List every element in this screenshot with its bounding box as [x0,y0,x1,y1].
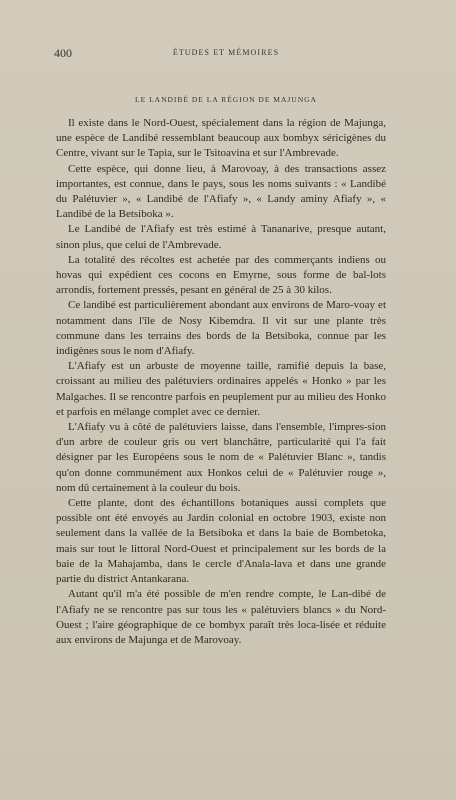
paragraph-6: L'Afiafy est un arbuste de moyenne taille, ramifié depuis la base, croissant au milieu des palétuviers ordinaires appelés « Honko » par les Malgaches. Il se rencontre parfois en peuplement pur au milieu des Honko et parfois en mélange complet avec ce dernier. [56,360,386,418]
page-number: 400 [54,46,72,60]
paragraph-8: Cette plante, dont des échantillons botaniques aussi complets que possible ont été envoyés au Jardin colonial en octobre 1903, existe non seulement dans la vallée de la Betsiboka et dans la baie de Bombetoka, mais sur tout le littoral Nord-Ouest et principalement sur les bords de la baie de la Mahajamba, dans le cercle d'Anala-lava et dans une grande partie du district Antankarana. [56,497,386,586]
paragraph-1: Il existe dans le Nord-Ouest, spécialement dans la région de Majunga, une espèce de Landibé ressemblant beaucoup aux bombyx séricigènes du Centre, vivant sur le Tapia, sur le Tsitoavina et sur l'Ambrevade. [56,117,386,160]
paragraph-5: Ce landibé est particulièrement abondant aux environs de Maro-voay et notamment dans l'île de Nosy Kibemdra. Il vit sur une plante très commune dans les terrains des bords de la Betsiboka, connue par les indigènes sous le nom d'Afiafy. [56,299,386,358]
paragraph-7: L'Afiafy vu à côté de palétuviers laisse, dans l'ensemble, l'impres-sion d'un arbre de couleur gris ou vert blanchâtre, particularité qui l'a fait désigner par les Européens sous le nom de « Palétuvier Blanc », tandis qu'on donne communément aux Honkos celui de « Palétuvier rouge », nom dû certainement à la couleur du bois. [56,421,386,494]
page-header [54,46,398,60]
paragraph-9: Autant qu'il m'a été possible de m'en rendre compte, le Lan-dibé de l'Afiafy ne se rencontre pas sur tous les « palétuviers blancs » du Nord-Ouest ; l'aire géographique de ce bombyx paraît très loca-lisée et réduite aux environs de Majunga et de Marovoay. [56,588,386,646]
paragraph-3: Le Landibé de l'Afiafy est très estimé à Tananarive, presque autant, sinon plus, que celui de l'Ambrevade. [56,223,386,251]
section-title: LE LANDIBÉ DE LA RÉGION DE MAJUNGA [135,95,317,104]
paragraph-2: Cette espèce, qui donne lieu, à Marovoay, à des transactions assez importantes, est connue, dans le pays, sous les noms suivants : « Landibé du Palétuvier », « Landibé de l'Afiafy », « Landy aminy Afiafy », « Landibé de la Betsiboka ». [56,162,386,221]
body-text [56,116,386,648]
running-title: ÉTUDES ET MÉMOIRES [172,48,280,57]
paragraph-4: La totalité des récoltes est achetée par des commerçants indiens ou hovas qui expédient ces cocons en Emyrne, sous forme de bal-lots arrondis, fortement pressés, pesant en général de 25 à 30 kilos. [56,253,386,297]
